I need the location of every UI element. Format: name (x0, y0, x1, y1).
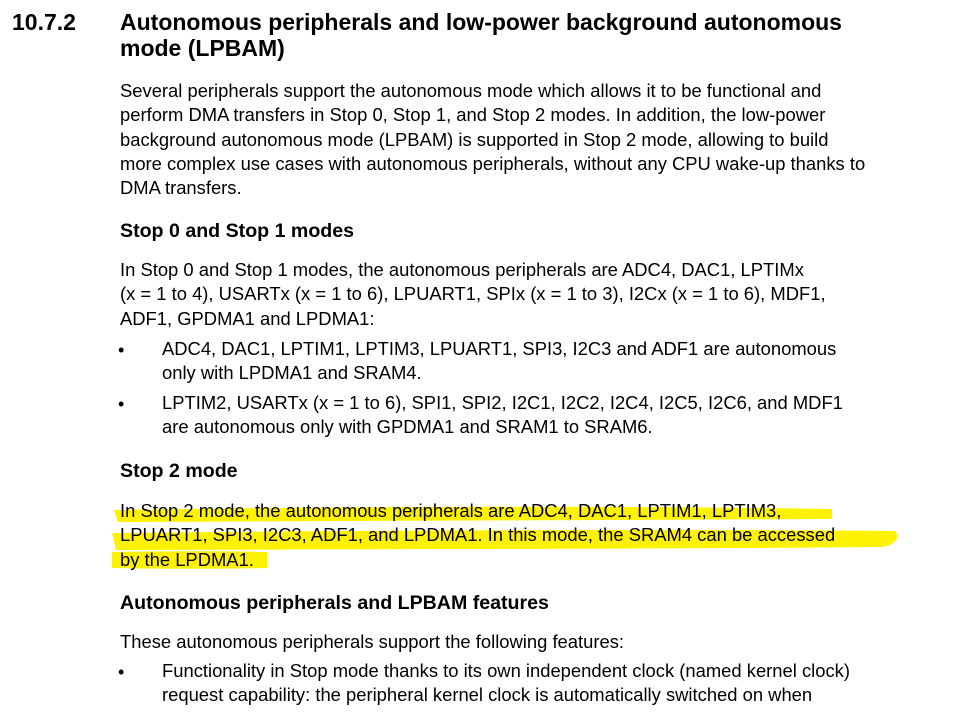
bullet-line: ADC4, DAC1, LPTIM1, LPTIM3, LPUART1, SPI3, I2C3 and ADF1 are autonomous (162, 338, 837, 359)
features-line: These autonomous peripherals support the following features: (120, 631, 625, 652)
bullet-line: only with LPDMA1 and SRAM4. (162, 362, 422, 384)
features-bullet-item (162, 659, 952, 708)
section-title (120, 9, 940, 61)
features-paragraph (120, 630, 950, 654)
section-number: 10.7.2 (12, 9, 76, 35)
stop01-heading: Stop 0 and Stop 1 modes (120, 220, 355, 242)
stop01-line: In Stop 0 and Stop 1 modes, the autonomous peripherals are ADC4, DAC1, LPTIMx (120, 259, 804, 280)
bullet-marker: • (118, 394, 125, 414)
intro-line: Several peripherals support the autonomous mode which allows it to be functional and (120, 80, 822, 101)
stop01-paragraph (120, 258, 950, 331)
intro-line: perform DMA transfers in Stop 0, Stop 1, and Stop 2 modes. In addition, the low-power (120, 104, 826, 126)
bullet-marker: • (118, 340, 125, 360)
stop01-bullet-item (162, 391, 952, 440)
bullet-line: are autonomous only with GPDMA1 and SRAM1 to SRAM6. (162, 416, 653, 438)
section-title-line: mode (LPBAM) (120, 35, 285, 61)
stop2-line: In Stop 2 mode, the autonomous peripherals are ADC4, DAC1, LPTIM1, LPTIM3, (120, 500, 782, 521)
section-title-line: Autonomous peripherals and low-power background autonomous (120, 9, 842, 35)
stop2-heading: Stop 2 mode (120, 460, 238, 482)
stop01-line: (x = 1 to 4), USARTx (x = 1 to 6), LPUART1, SPIx (x = 1 to 3), I2Cx (x = 1 to 6), MDF1, (120, 283, 826, 305)
stop01-line: ADF1, GPDMA1 and LPDMA1: (120, 307, 375, 329)
stop2-paragraph (120, 499, 950, 572)
intro-line: background autonomous mode (LPBAM) is supported in Stop 2 mode, allowing to build (120, 128, 829, 150)
intro-line: more complex use cases with autonomous peripherals, without any CPU wake-up thanks to (120, 152, 866, 174)
intro-line: DMA transfers. (120, 177, 242, 199)
bullet-line: request capability: the peripheral kernel clock is automatically switched on when (162, 684, 813, 706)
bullet-line: Functionality in Stop mode thanks to its own independent clock (named kernel clock) (162, 660, 850, 681)
bullet-marker: • (118, 662, 125, 682)
features-heading: Autonomous peripherals and LPBAM features (120, 592, 549, 614)
stop2-line: LPUART1, SPI3, I2C3, ADF1, and LPDMA1. In this mode, the SRAM4 can be accessed (120, 524, 836, 546)
stop2-line: by the LPDMA1. (120, 548, 254, 570)
stop01-bullet-item (162, 337, 952, 386)
intro-paragraph (120, 79, 950, 200)
bullet-line: LPTIM2, USARTx (x = 1 to 6), SPI1, SPI2, I2C1, I2C2, I2C4, I2C5, I2C6, and MDF1 (162, 392, 843, 413)
